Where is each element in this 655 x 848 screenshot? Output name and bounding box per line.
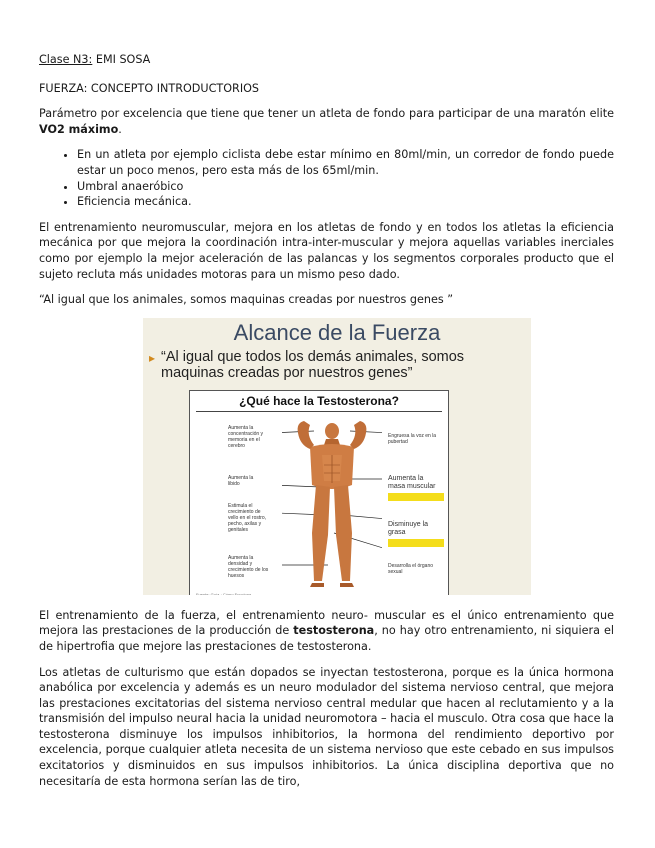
- intro-end: .: [118, 122, 122, 136]
- list-item: • Eficiencia mecánica.: [77, 194, 614, 210]
- genes-quote: “Al igual que los animales, somos maquinas creadas por nuestros genes ”: [39, 293, 454, 307]
- author-name: EMI SOSA: [95, 53, 151, 66]
- chart-title: ¿Qué hace la Testosterona?: [239, 393, 399, 408]
- label-left-4: Aumenta la densidad y crecimiento de los huesos: [228, 554, 269, 579]
- neuromuscular-paragraph: El entrenamiento neuromuscular, mejora en los atletas de fondo y en todos los atletas la eficiencia mecánica por que mejora la coordinación intra-inter-muscular y mejora aquellas variables inerciales como por ejemplo la mejor aceleración de las palancas y los segmentos corporales producto que el sujeto recluta más unidades motoras para un mismo peso dado.: [39, 220, 614, 281]
- label-right-2: Aumenta la masa muscular: [388, 474, 436, 490]
- muscular-body-illustration: [282, 415, 382, 591]
- label-right-3: Disminuye la grasa: [388, 520, 429, 536]
- list-item: • En un atleta por ejemplo ciclista debe estar mínimo en 80ml/min, un corredor de fondo puede estar un poco menos, pero esta más de los 65ml/min.: [77, 147, 614, 178]
- list-item: • Umbral anaeróbico: [77, 179, 614, 195]
- section-heading: FUERZA: CONCEPTO INTRODUCTORIOS: [39, 81, 260, 95]
- document-page: [39, 52, 614, 799]
- testosterone-chart: [189, 390, 449, 595]
- testosterone-figure: [143, 318, 531, 595]
- label-left-2: Aumenta la libido: [228, 474, 254, 487]
- label-left-3: Estimula el crecimiento de vello en el rostro, pecho, axilas y genitales: [228, 502, 267, 533]
- chart-footer: Fuente: Guía · Cómo Funciona: [196, 591, 252, 595]
- figure-bullet-icon: ▸: [149, 350, 156, 365]
- figure-title: Alcance de la Fuerza: [233, 319, 441, 345]
- label-right-1: Engruesa la voz en la pubertad: [388, 432, 437, 445]
- class-title: [39, 52, 614, 68]
- strength-end: , no hay otro entrenamiento, ni siquiera el de hipertrofia que mejore las prestaciones de testosterona.: [39, 624, 614, 653]
- strength-bold: testosterona: [293, 624, 375, 638]
- highlight-bar: [388, 539, 444, 547]
- label-left-1: Aumenta la concentración y memoria en el cerebro: [228, 424, 264, 449]
- figure-quote: “Al igual que todos los demás animales, somos maquinas creadas por nuestros genes”: [161, 348, 465, 381]
- strength-paragraph: [39, 608, 614, 655]
- intro-paragraph: [39, 106, 614, 137]
- label-right-4: Desarrolla el órgano sexual: [388, 562, 434, 575]
- highlight-bar: [388, 493, 444, 501]
- chart-divider: [196, 411, 442, 412]
- requirements-list: [39, 147, 614, 209]
- intro-bold: VO2 máximo: [39, 122, 119, 136]
- bodybuilding-paragraph: Los atletas de culturismo que están dopados se inyectan testosterona, porque es la única hormona anabólica por excelencia y además es un neuro modulador del sistema nervioso central, que mejora las prestaciones excitatorias del sistema nervioso central medular que hacen al reclutamiento y a la transmisión del impulso neural hacia la unidad neuromotora – hacia el musculo. Otra cosa que hace la testosterona disminuye los impulsos inhibitorios, la hormona del rendimiento deportivo por excelencia, porque cualquier atleta necesita de un sistema nervioso que este cebado en sus impulsos excitatorios y disminuidos en sus impulsos inhibitorios. La única disciplina deportiva que no necesitaría de esta hormona serían las de tiro,: [39, 665, 614, 788]
- intro-text: Parámetro por excelencia que tiene que tener un atleta de fondo para participar de una maratón elite: [39, 107, 614, 121]
- class-label: Clase N3:: [39, 53, 93, 66]
- strength-text: El entrenamiento de la fuerza, el entrenamiento neuro- muscular es el único entrenamiento que mejora las prestaciones de la producción de: [39, 608, 614, 638]
